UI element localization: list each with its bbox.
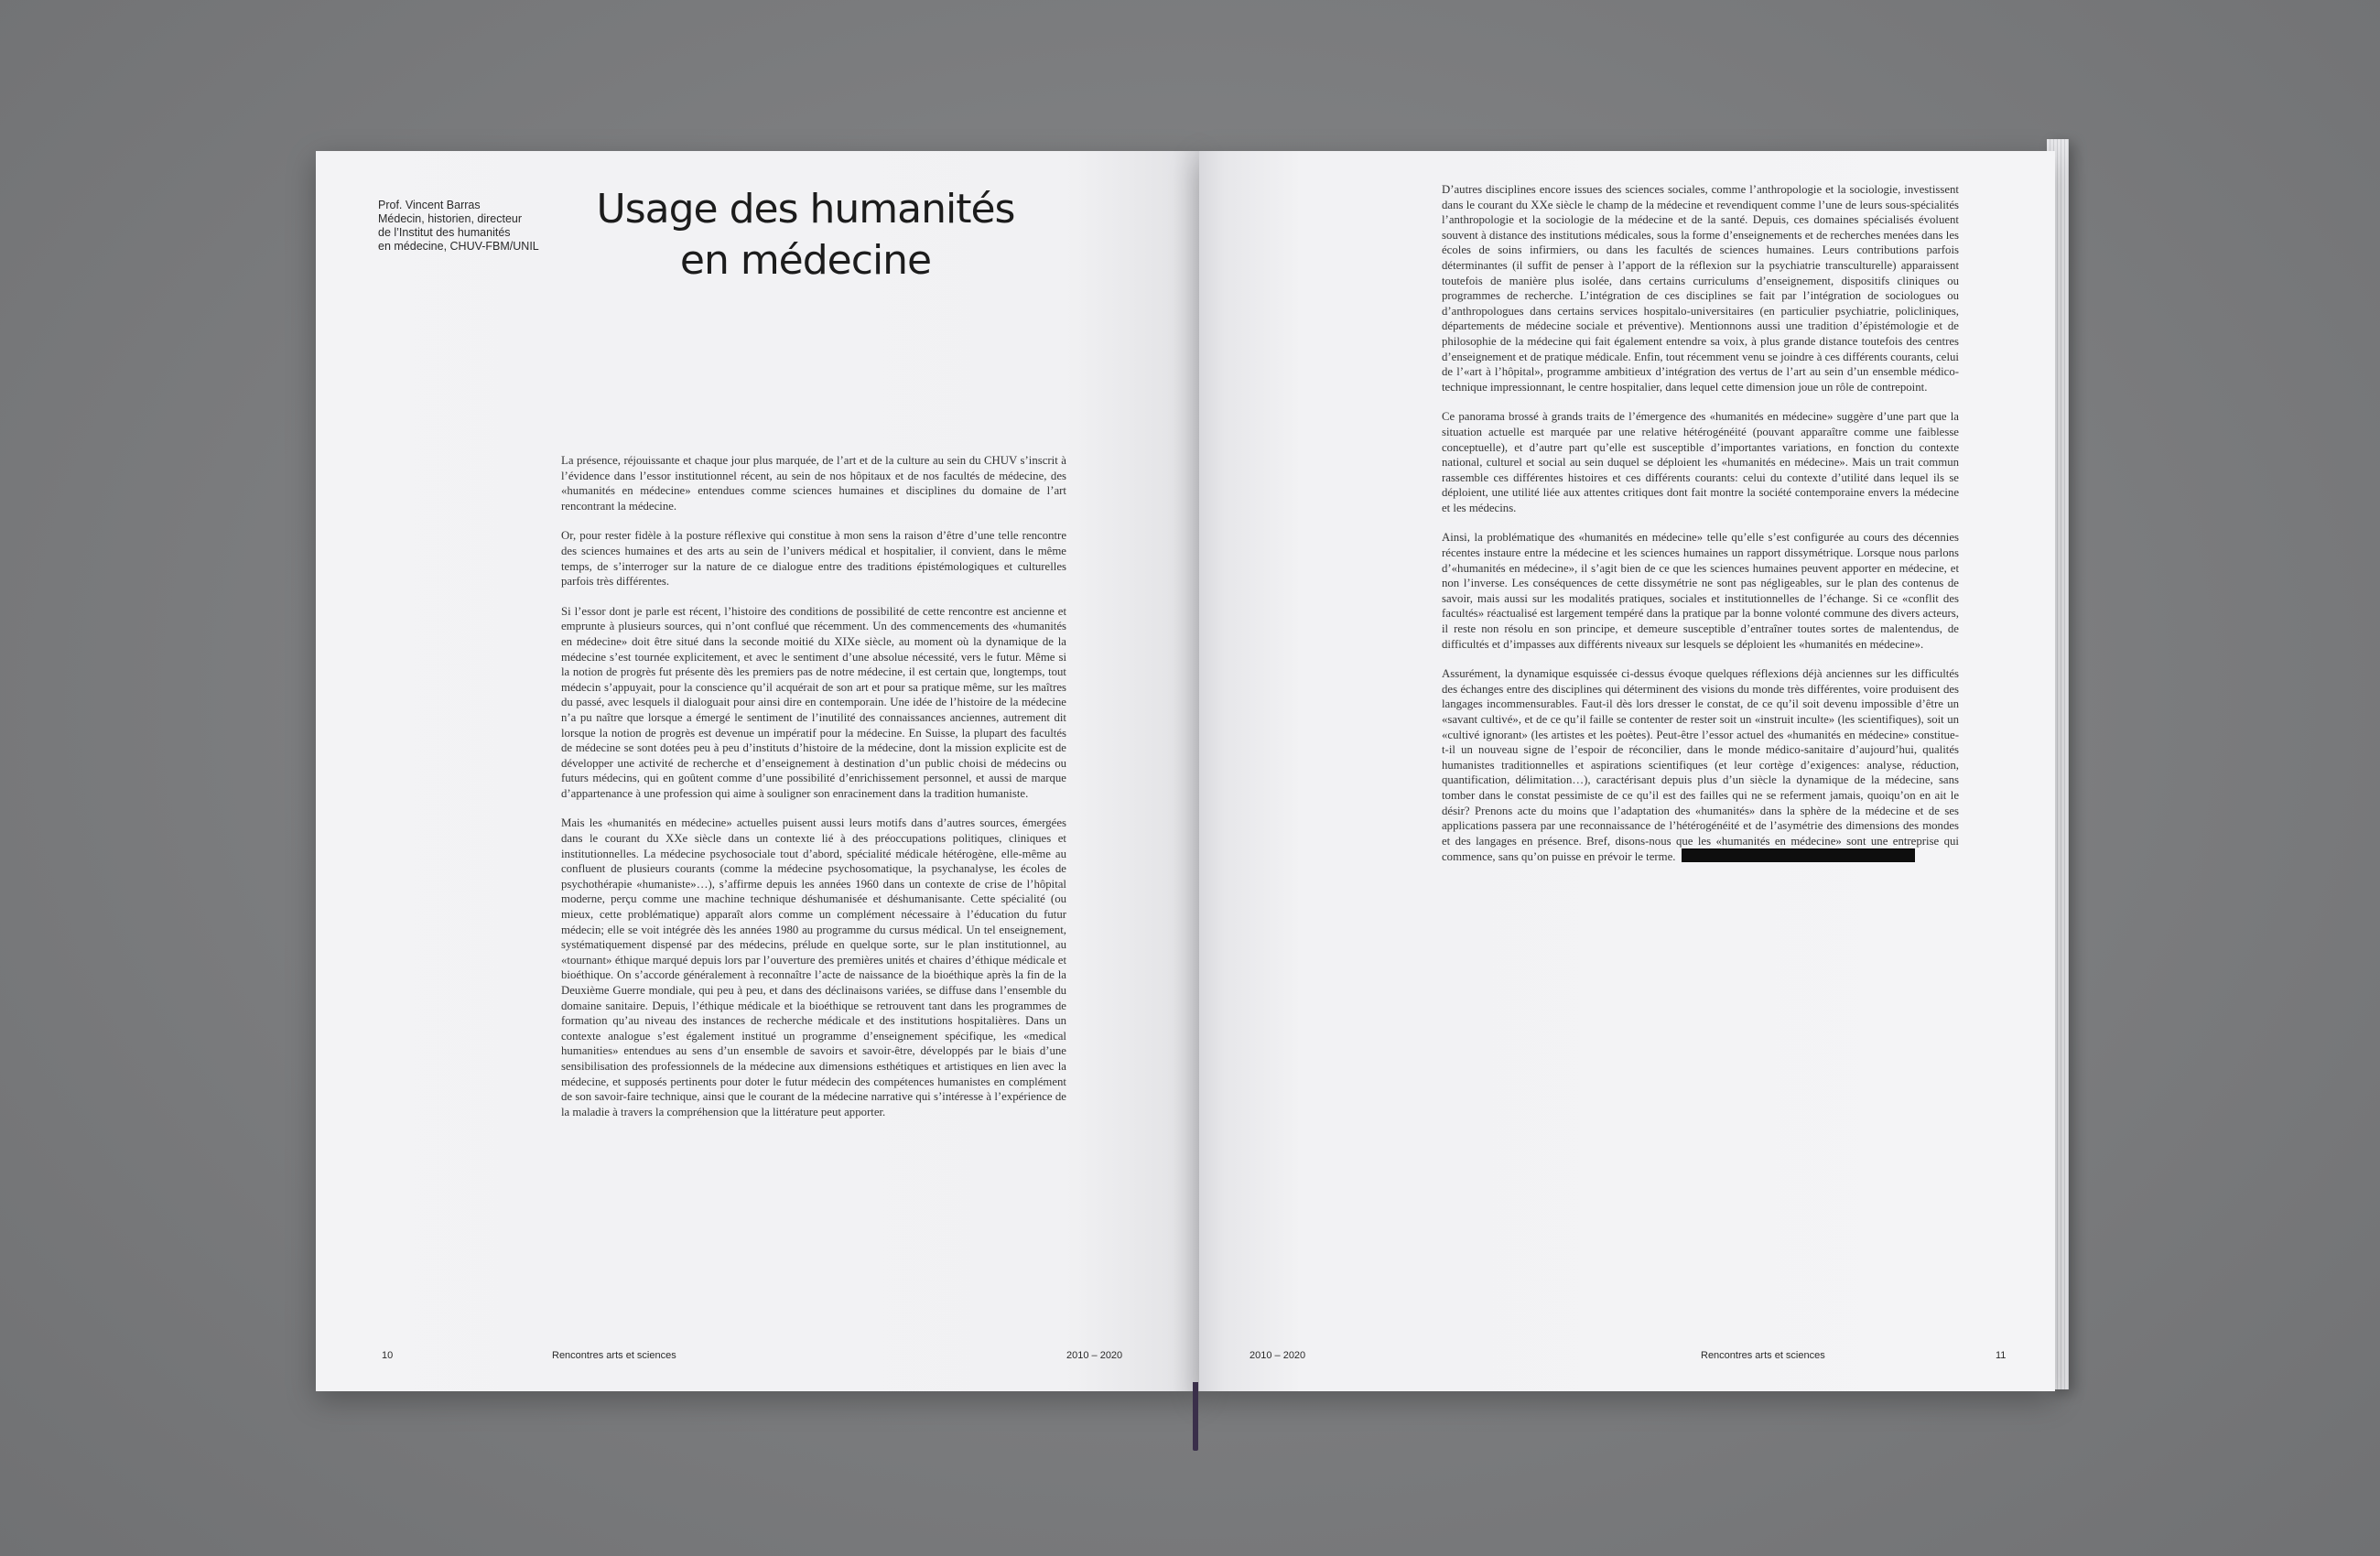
- paragraph: Ce panorama brossé à grands traits de l’émergence des «humanités en médecine» suggère d’une part que la situation actuelle est marquée par une relative hétérogénéité (pouvant apparaître comme une faiblesse conceptuelle), et d’autre part qu’elle est susceptible d’importantes variations, en fonction du contexte national, culturel et social au sein duquel se déploient les «humanités en médecine». Mais un trait commun rassemble ces différentes histoires et ces différents courants: celui du contexte d’utilité dans lequel ils se déploient, une utilité liée aux attentes critiques dont fait montre la société contemporaine envers la médecine et les médecins.: [1442, 410, 1959, 514]
- right-page-number: 11: [1996, 1350, 2007, 1361]
- paragraph: La présence, réjouissante et chaque jour plus marquée, de l’art et de la culture au sein du CHUV s’inscrit à l’évidence dans l’essor institutionnel récent, au sein de nos hôpitaux et de nos facultés de médecine, des «humanités en médecine» entendues comme sciences humaines et disciplines du domaine de l’art rencontrant la médecine.: [561, 454, 1066, 513]
- left-page-number: 10: [382, 1350, 394, 1361]
- left-footer-publication: Rencontres arts et sciences: [552, 1350, 676, 1361]
- paragraph-text: Assurément, la dynamique esquissée ci-dessus évoque quelques réflexions déjà anciennes sur les difficultés des échanges entre des disciplines qui déterminent des visions du monde très différentes, voire produisent des langages incommensurables. Faut-il dès lors dresser le constat, de ce qu’il soit devenu impossible d’être un «savant cultivé», et de ce qu’il faille se contenter de rester soit un «instruit inculte» (les scientifiques), soit un «cultivé ignorant» (les artistes et les poètes). Peut-être l’essor actuel des «humanités en médecine» constitue-t-il un nouveau signe de l’espoir de réconcilier, dans le monde médico-sanitaire d’aujourd’hui, qualités humanistes traditionnelles et aspirations scientifiques (et leur cortège d’exigences: analyse, réduction, quantification, délimitation…), caractérisant depuis plus d’un siècle la dynamique de la médecine, sans tomber dans le constat pessimiste de ce qu’il est des failles qui ne se referment jamais, quoiqu’on en ait le désir? Prenons acte du moins que l’adaptation des «humanités» dans la sphère de la médecine et de ses applications passera par une reconnaissance de l’hétérogénéité et de l’asymétrie des dimensions des mondes et des langages en présence. Bref, disons-nous que les «humanités en médecine» sont une entreprise qui commence, sans qu’on puisse en prévoir le terme.: [1442, 667, 1959, 864]
- right-footer-publication: Rencontres arts et sciences: [1701, 1350, 1825, 1361]
- paragraph: Si l’essor dont je parle est récent, l’histoire des conditions de possibilité de cette rencontre est ancienne et emprunte à plusieurs sources, qui n’ont conflué que récemment. Un des commencements des «humanités en médecine» doit être situé dans la seconde moitié du XIXe siècle, au moment où la dynamique de la médecine s’est tournée explicitement, et avec le sentiment d’une absolue nécessité, vers le futur. Même si la notion de progrès fut présente dès les premiers pas de notre médecine, il est certain que, longtemps, tout médecin s’appuyait, pour la conscience qu’il acquérait de son art et pour sa pratique même, sur les maîtres du passé, avec lesquels il dialoguait pour ainsi dire en contemporain. Une idée de l’histoire de la médecine n’a pu naître que lorsque a émergé le sentiment de l’inutilité des connaissances anciennes, autrement dit lorsque la notion de progrès est devenue un impératif pour la médecine. En Suisse, la plupart des facultés de médecine se sont dotées peu à peu d’instituts d’histoire de la médecine, dont la mission explicite est de développer une activité de recherche et d’enseignement à destination d’un public choisi de médecins ou futurs médecins, qui en goûtent comme d’une possibilité d’enrichissement personnel, et aussi de marque d’appartenance à une profession qui aime à souligner son enracinement dans la tradition humaniste.: [561, 604, 1066, 800]
- right-footer-years: 2010 – 2020: [1250, 1350, 1306, 1361]
- right-page: [1199, 151, 2055, 1391]
- left-page: [316, 151, 1199, 1391]
- left-body-text: [561, 453, 1066, 1134]
- paragraph: Mais les «humanités en médecine» actuelles puisent aussi leurs motifs dans d’autres sources, émergées dans le courant du XXe siècle dans un contexte lié à des préoccupations politiques, cliniques et institutionnelles. La médecine psychosociale tout d’abord, spécialité médicale hétérogène, elle-même au confluent de plusieurs courants (comme la médecine psychosomatique, la psychanalyse, les écoles de psychothérapie «humaniste»…), s’affirme depuis les années 1960 dans un contexte de crise de l’hôpital moderne, perçu comme une machine technique déshumanisée et déshumanisante. Cette spécialité (ou mieux, cette problématique) apparaît alors comme un complément nécessaire à l’éducation du futur médecin; elle se voit intégrée dès les années 1980 au programme du cursus médical. Un tel enseignement, systématiquement dispensé par des médecins, prélude en quelque sorte, sur le plan institutionnel, au «tournant» éthique marqué depuis lors par l’ouverture des premières unités et chaires d’éthique médicale et bioéthique. On s’accorde généralement à reconnaître l’acte de naissance de la bioéthique après la fin de la Deuxième Guerre mondiale, qui peu à peu, et dans des déclinaisons variées, se diffuse dans l’ensemble du domaine sanitaire. Depuis, l’éthique médicale et la bioéthique se retrouvent tant dans les programmes de formation qu’au niveau des instances de recherche médicale et des institutions hospitalières. Dans un contexte analogue s’est également institué un programme d’enseignement spécifique, les «medical humanities» entendues au sens d’un ensemble de savoirs et savoir-être, développés par le biais d’une sensibilisation des professionnels de la médecine aux dimensions esthétiques et artistiques en lien avec la médecine, et supposés pertinents pour doter le futur médecin des compétences humanistes en complément de son savoir-faire technique, ainsi que le courant de la médecine narrative qui s’intéresse à l’expérience de la maladie à travers la compréhension que la littérature peut apporter.: [561, 816, 1066, 1118]
- left-footer-years: 2010 – 2020: [1066, 1350, 1123, 1361]
- author-role-line-3: en médecine, CHUV-FBM/UNIL: [378, 240, 539, 253]
- article-title-line-2: en médecine: [679, 237, 932, 284]
- article-title: [590, 184, 1021, 286]
- paragraph: [1442, 666, 1959, 865]
- author-credit: [378, 199, 598, 254]
- paragraph: Or, pour rester fidèle à la posture réflexive qui constitue à mon sens la raison d’être d’une telle rencontre des sciences humaines et des arts au sein de l’univers médical et hospitalier, il convient, dans le même temps, de s’interroger sur la nature de ce dialogue entre des traditions épistémologiques et culturelles parfois très différentes.: [561, 529, 1066, 589]
- paragraph: Ainsi, la problématique des «humanités en médecine» telle qu’elle s’est configurée au cours des décennies récentes instaure entre la médecine et les sciences humaines un rapport dissymétrique. Lorsque nous parlons d’«humanités en médecine», il s’agit bien de ce que les sciences humaines peuvent apporter en médecine, et non l’inverse. Les conséquences de cette dissymétrie ne sont pas négligeables, sur le plan des contenus de savoir, mais aussi sur les modalités pratiques, sociales et institutionnelles de l’échange. Si ce «conflit des facultés» réactualisé est largement tempéré dans la pratique par la bonne volonté commune des divers acteurs, il reste non résolu en son principe, et demeure susceptible d’entraîner toutes sortes de malentendus, de difficultés et d’impasses aux différents niveaux sur lesquels se déploient les «humanités en médecine».: [1442, 531, 1959, 651]
- author-role-line-1: Médecin, historien, directeur: [378, 212, 523, 225]
- article-title-line-1: Usage des humanités: [596, 186, 1015, 232]
- author-name: Prof. Vincent Barras: [378, 199, 481, 211]
- right-body-text: [1442, 182, 1959, 880]
- paragraph: D’autres disciplines encore issues des sciences sociales, comme l’anthropologie et la sociologie, investissent dans le courant du XXe siècle le champ de la médecine et revendiquent comme l’une de leurs sous-spécialités l’anthropologie et la sociologie de la médecine et de la santé. Depuis, ces domaines spécialisés évoluent souvent à distance des institutions médicales, sous la forme d’enseignements et de recherches menées dans les écoles de soins infirmiers, ou dans les facultés de sciences humaines. Leurs contributions parfois déterminantes (il suffit de penser à l’apport de la réflexion sur la psychiatrie transculturelle) apparaissent toutefois de manière plus isolée, dans certains curriculums d’enseignement, dispositifs cliniques ou programmes de recherche. L’intégration de ces disciplines se fait par l’intégration de sociologues ou d’anthropologues dans certains services hospitalo-universitaires (en particulier psychiatrie, policliniques, départements de médecine sociale et préventive). Mentionnons aussi une tradition d’épistémologie et de philosophie de la médecine qui fait également entendre sa voix, à plus grande distance toutefois des centres d’enseignement et de pratique médicale. Enfin, tout récemment venu se joindre à ces différents courants, celui de l’«art à l’hôpital», programme ambitieux d’intégration des vertus de l’art au sein d’un ensemble médico-technique impressionnant, le centre hospitalier, dans lequel cette dimension joue un rôle de contrepoint.: [1442, 183, 1959, 394]
- bookmark-ribbon: [1193, 1382, 1198, 1451]
- author-role-line-2: de l’Institut des humanités: [378, 226, 511, 239]
- redaction-bar: [1682, 848, 1915, 862]
